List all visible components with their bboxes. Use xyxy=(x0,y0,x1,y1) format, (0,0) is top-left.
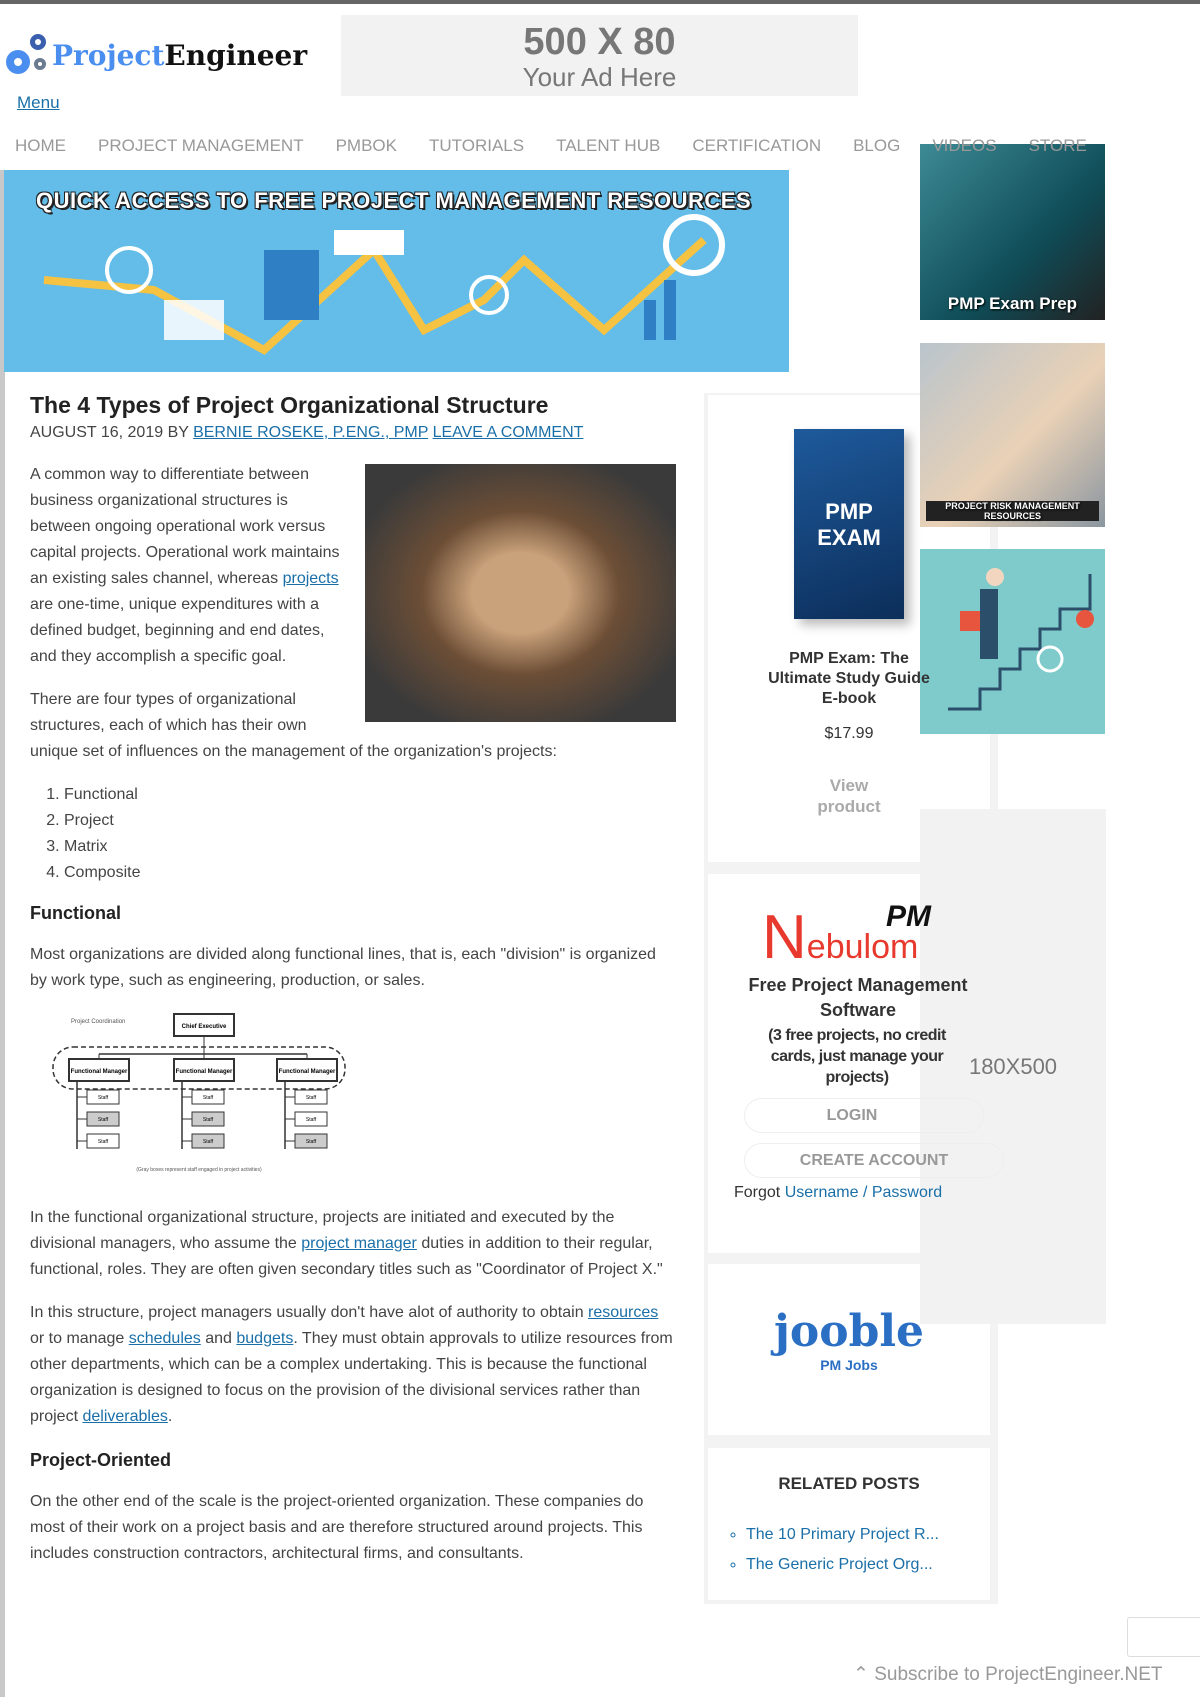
jooble-subtitle: PM Jobs xyxy=(820,1357,878,1373)
staff-label: Staff xyxy=(97,1117,109,1123)
list-item: 3. Matrix xyxy=(64,834,676,860)
staff-label: Staff xyxy=(202,1139,214,1145)
article-body xyxy=(30,462,676,1584)
view-product-button[interactable]: View product xyxy=(817,776,881,816)
ad-caption: PROJECT RISK MANAGEMENT RESOURCES xyxy=(926,501,1099,521)
nav-project-management[interactable]: PROJECT MANAGEMENT xyxy=(98,136,304,155)
manager-label: Functional Manager xyxy=(70,1069,128,1075)
manager-label: Functional Manager xyxy=(175,1069,233,1075)
nav-talent-hub[interactable]: TALENT HUB xyxy=(556,136,661,155)
product-title[interactable]: PMP Exam: The Ultimate Study Guide E-book xyxy=(768,650,930,707)
ad-180x500[interactable]: 180X500 xyxy=(920,809,1106,1324)
project-manager-link[interactable]: project manager xyxy=(301,1235,417,1252)
stairs-illustration xyxy=(920,549,1105,734)
create-account-button[interactable]: CREATE ACCOUNT xyxy=(744,1143,1004,1178)
structure-types-list xyxy=(64,782,676,886)
author-link[interactable]: BERNIE ROSEKE, P.ENG., PMP xyxy=(193,424,429,441)
banner-title: QUICK ACCESS TO FREE PROJECT MANAGEMENT RESOURCES xyxy=(36,188,752,213)
paragraph: There are four types of organizational structures, each of which has their own unique set of influences on the management of the organization's projects: xyxy=(30,691,557,760)
paragraph: A common way to differentiate between business organizational structures is between ongoing operational work versus capital projects. Operational work maintains an existing sales channel, whereas projects are one-time, unique expenditures with a defined budget, beginning and end dates, and they accomplish a specific goal. xyxy=(30,466,340,665)
nav-blog[interactable]: BLOG xyxy=(853,136,901,155)
logo-text-project: Project xyxy=(52,38,165,72)
site-logo[interactable] xyxy=(2,30,307,80)
subscribe-bar[interactable] xyxy=(853,1663,1163,1686)
heading-functional: Functional xyxy=(30,903,121,923)
nav-tutorials[interactable]: TUTORIALS xyxy=(429,136,525,155)
list-item: 1. Functional xyxy=(64,782,676,808)
book-cover[interactable]: PMP EXAM xyxy=(794,429,904,619)
nav-videos[interactable]: VIDEOS xyxy=(932,136,997,155)
projects-link[interactable]: projects xyxy=(282,570,339,587)
ad-banner-500x80[interactable] xyxy=(341,15,858,96)
banner-illustration xyxy=(4,170,789,372)
post-date: AUGUST 16, 2019 xyxy=(30,424,164,441)
nav-home[interactable]: HOME xyxy=(15,136,66,155)
career-stairs-ad[interactable] xyxy=(920,549,1105,734)
nav-pmbok[interactable]: PMBOK xyxy=(335,136,397,155)
resources-link[interactable]: resources xyxy=(588,1304,659,1321)
related-posts-heading: RELATED POSTS xyxy=(778,1474,920,1493)
jooble-logo: jooble xyxy=(773,1306,925,1357)
related-posts-widget xyxy=(708,1448,990,1600)
deliverables-link[interactable]: deliverables xyxy=(82,1408,168,1425)
diagram-note: (Gray boxes represent staff engaged in project activities) xyxy=(136,1167,262,1173)
ad-caption: PMP Exam Prep xyxy=(947,294,1078,313)
team-meeting-photo xyxy=(365,464,676,722)
nebulom-widget xyxy=(708,874,990,1253)
coord-label: Project Coordination xyxy=(71,1019,126,1025)
nav-certification[interactable]: CERTIFICATION xyxy=(692,136,822,155)
nav-store[interactable]: STORE xyxy=(1028,136,1087,155)
schedules-link[interactable]: schedules xyxy=(128,1330,201,1347)
article-meta xyxy=(30,424,583,442)
subscribe-label: Subscribe to ProjectEngineer.NET xyxy=(874,1664,1163,1685)
nebulom-headline: Free Project Management Software xyxy=(748,975,968,1020)
login-button[interactable]: LOGIN xyxy=(744,1098,984,1133)
forgot-link[interactable]: Username / Password xyxy=(784,1184,943,1201)
staff-label: Staff xyxy=(305,1095,317,1101)
staff-label: Staff xyxy=(305,1117,317,1123)
forgot-label: Forgot xyxy=(734,1184,781,1201)
related-post-link[interactable]: ◦ The Generic Project Org... xyxy=(746,1550,990,1580)
ad-text: Your Ad Here xyxy=(522,62,677,92)
recaptcha-badge[interactable] xyxy=(1127,1617,1200,1657)
paragraph: In this structure, project managers usually don't have alot of authority to obtain resources or to manage schedules and budgets. They must obtain approvals to utilize resources from other departments, which can be a complex undertaking. This is because the functional organization is designed to focus on the provision of the divisional services rather than project deliverables. xyxy=(30,1304,673,1425)
leave-comment-link[interactable]: LEAVE A COMMENT xyxy=(432,424,584,441)
functional-org-chart xyxy=(49,1009,349,1174)
list-item: 2. Project xyxy=(64,808,676,834)
chief-executive-box: Chief Executive xyxy=(181,1024,227,1030)
resources-banner[interactable] xyxy=(4,170,789,372)
staff-label: Staff xyxy=(202,1117,214,1123)
nebulom-subtext: (3 free projects, no credit cards, just manage your projects) xyxy=(768,1027,946,1086)
menu-link[interactable]: Menu xyxy=(17,93,60,112)
staff-label: Staff xyxy=(97,1139,109,1145)
related-post-link[interactable]: ◦ The 10 Primary Project R... xyxy=(746,1520,990,1550)
manager-label: Functional Manager xyxy=(278,1069,336,1075)
logo-text-engineer: Engineer xyxy=(164,38,308,72)
staff-label: Staff xyxy=(305,1139,317,1145)
paragraph: In the functional organizational structure, projects are initiated and executed by the divisional managers, who assume the project manager duties in addition to their regular, functional, roles. They are often given secondary titles such as "Coordinator of Project X." xyxy=(30,1209,663,1278)
staff-label: Staff xyxy=(202,1095,214,1101)
by-label: BY xyxy=(167,424,189,441)
pmp-exam-prep-ad[interactable] xyxy=(920,144,1105,320)
ad-size: 500 X 80 xyxy=(523,21,676,63)
staff-label: Staff xyxy=(97,1095,109,1101)
list-item: 4. Composite xyxy=(64,860,676,886)
left-border xyxy=(0,170,5,1697)
risk-management-resources-ad[interactable] xyxy=(920,343,1105,527)
heading-project-oriented: Project-Oriented xyxy=(30,1450,172,1470)
article-title: The 4 Types of Project Organizational Structure xyxy=(30,392,549,418)
main-nav xyxy=(15,136,1119,156)
paragraph: Most organizations are divided along functional lines, that is, each "division" is organized by work type, such as engineering, production, or sales. xyxy=(30,946,656,989)
chevron-up-icon: ⌃ xyxy=(853,1664,875,1685)
gears-icon xyxy=(2,30,52,80)
budgets-link[interactable]: budgets xyxy=(236,1330,294,1347)
nebulom-logo[interactable]: Nebulom PM xyxy=(762,900,931,972)
product-price: $17.99 xyxy=(824,725,874,742)
paragraph: On the other end of the scale is the project-oriented organization. These companies do most of their work on a project basis and are therefore structured around projects. This includes construction contractors, architectural firms, and consultants. xyxy=(30,1493,644,1562)
top-border xyxy=(0,0,1200,4)
